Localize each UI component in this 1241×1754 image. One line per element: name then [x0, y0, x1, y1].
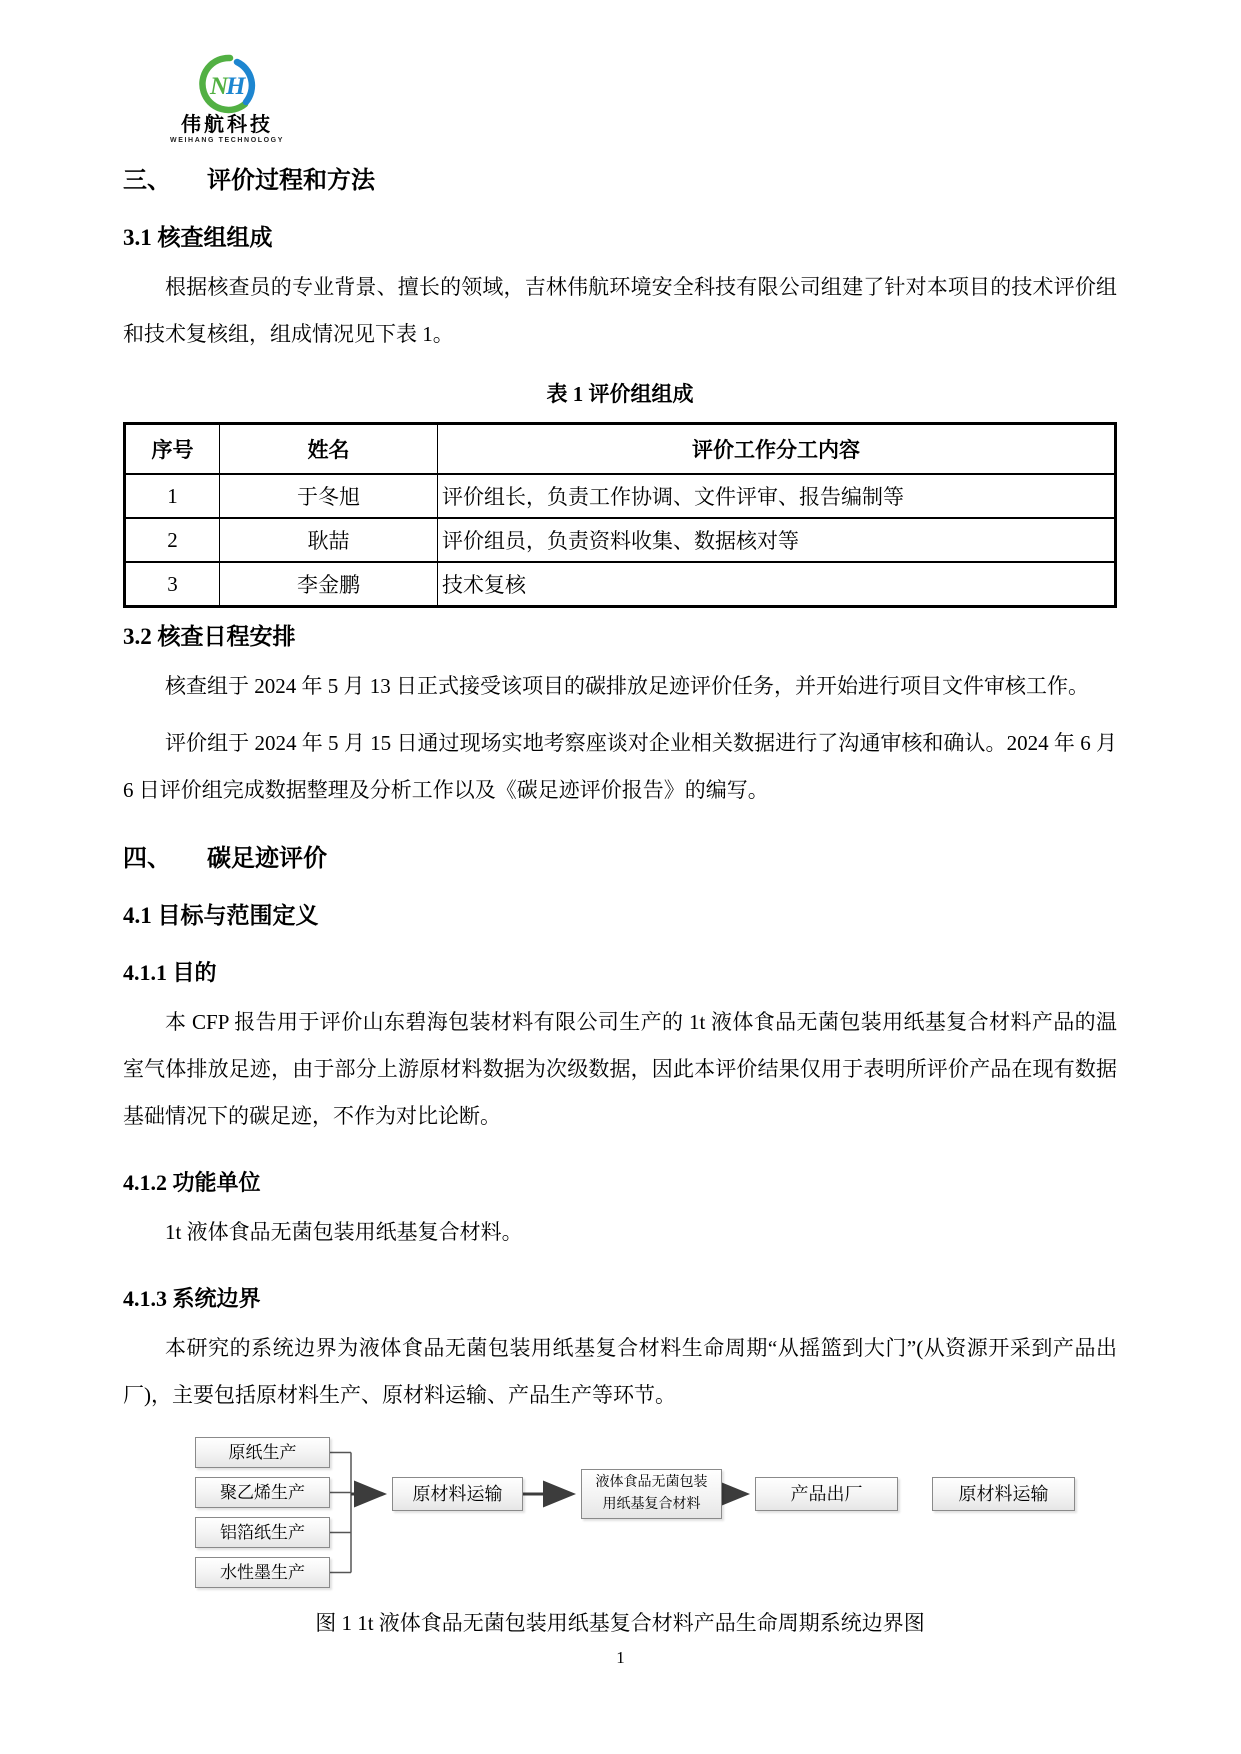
table-cell: 李金鹏	[220, 562, 438, 607]
source-box-raw-paper: 原纸生产	[195, 1437, 330, 1468]
table-header-row	[125, 424, 1116, 475]
section-4-1-3-heading: 4.1.3 系统边界	[123, 1286, 261, 1311]
transport-box-1: 原材料运输	[392, 1477, 523, 1511]
logo-company-subtitle: WEIHANG TECHNOLOGY	[170, 137, 284, 144]
chapter-4-heading: 四、 碳足迹评价	[123, 846, 327, 872]
section-3-2-paragraph-2: 评价组于 2024 年 5 月 15 日通过现场实地考察座谈对企业相关数据进行了沟通审核和确认。2024 年 6 月 6 日评价组完成数据整理及分析工作以及《碳足迹评价报告》的编写。	[123, 731, 1117, 802]
table-1-caption: 表 1 评价组组成	[546, 382, 694, 406]
table-cell: 1	[125, 474, 220, 518]
section-3-1-heading: 3.1 核查组组成	[123, 225, 273, 250]
section-3-2-paragraph-1: 核查组于 2024 年 5 月 13 日正式接受该项目的碳排放足迹评价任务，并开始进行项目文件审核工作。	[165, 674, 1089, 698]
table-row	[125, 562, 1116, 607]
company-logo	[161, 54, 293, 144]
page-number: 1	[616, 1648, 625, 1667]
section-4-1-3-paragraph: 本研究的系统边界为液体食品无菌包装用纸基复合材料生命周期“从摇篮到大门”(从资源开采到产品出厂)，主要包括原材料生产、原材料运输、产品生产等环节。	[123, 1336, 1117, 1407]
factory-exit-box: 产品出厂	[755, 1477, 898, 1511]
logo-company-name: 伟航科技	[181, 114, 273, 136]
table-header-cell: 姓名	[220, 424, 438, 475]
table-header-cell: 序号	[125, 424, 220, 475]
figure-1-caption: 图 1 1t 液体食品无菌包装用纸基复合材料产品生命周期系统边界图	[315, 1611, 925, 1635]
table-cell: 3	[125, 562, 220, 607]
table-cell: 评价组员，负责资料收集、数据核对等	[438, 518, 1116, 562]
table-row	[125, 474, 1116, 518]
transport-box-2: 原材料运输	[932, 1477, 1075, 1511]
source-box-polyethylene: 聚乙烯生产	[195, 1477, 330, 1508]
section-4-1-1-heading: 4.1.1 目的	[123, 960, 217, 985]
svg-text:N: N	[210, 73, 229, 100]
system-boundary-diagram	[123, 1435, 1117, 1597]
logo-mark-icon	[197, 54, 257, 114]
svg-text:H: H	[226, 73, 246, 100]
chapter-3-heading: 三、 评价过程和方法	[123, 168, 375, 194]
section-4-1-2-heading: 4.1.2 功能单位	[123, 1170, 261, 1195]
table-cell: 技术复核	[438, 562, 1116, 607]
system-boundary-figure	[123, 1435, 1117, 1637]
section-3-2-heading: 3.2 核查日程安排	[123, 624, 296, 649]
table-cell: 耿喆	[220, 518, 438, 562]
product-box: 液体食品无菌包装 用纸基复合材料	[581, 1469, 722, 1519]
table-cell: 评价组长，负责工作协调、文件评审、报告编制等	[438, 474, 1116, 518]
source-box-water-ink: 水性墨生产	[195, 1557, 330, 1588]
section-3-1-paragraph: 根据核查员的专业背景、擅长的领域，吉林伟航环境安全科技有限公司组建了针对本项目的技术评价组和技术复核组，组成情况见下表 1。	[123, 275, 1117, 346]
section-4-1-2-paragraph: 1t 液体食品无菌包装用纸基复合材料。	[165, 1220, 523, 1244]
section-4-1-1-paragraph: 本 CFP 报告用于评价山东碧海包装材料有限公司生产的 1t 液体食品无菌包装用纸基复合材料产品的温室气体排放足迹，由于部分上游原材料数据为次级数据，因此本评价结果仅用于表明所评价产品在现有数据基础情况下的碳足迹，不作为对比论断。	[123, 1010, 1117, 1128]
section-4-1-heading: 4.1 目标与范围定义	[123, 903, 319, 928]
table-row	[125, 518, 1116, 562]
table-cell: 2	[125, 518, 220, 562]
source-box-aluminum-foil: 铝箔纸生产	[195, 1517, 330, 1548]
table-cell: 于冬旭	[220, 474, 438, 518]
table-header-cell: 评价工作分工内容	[438, 424, 1116, 475]
evaluation-team-table	[123, 422, 1117, 608]
